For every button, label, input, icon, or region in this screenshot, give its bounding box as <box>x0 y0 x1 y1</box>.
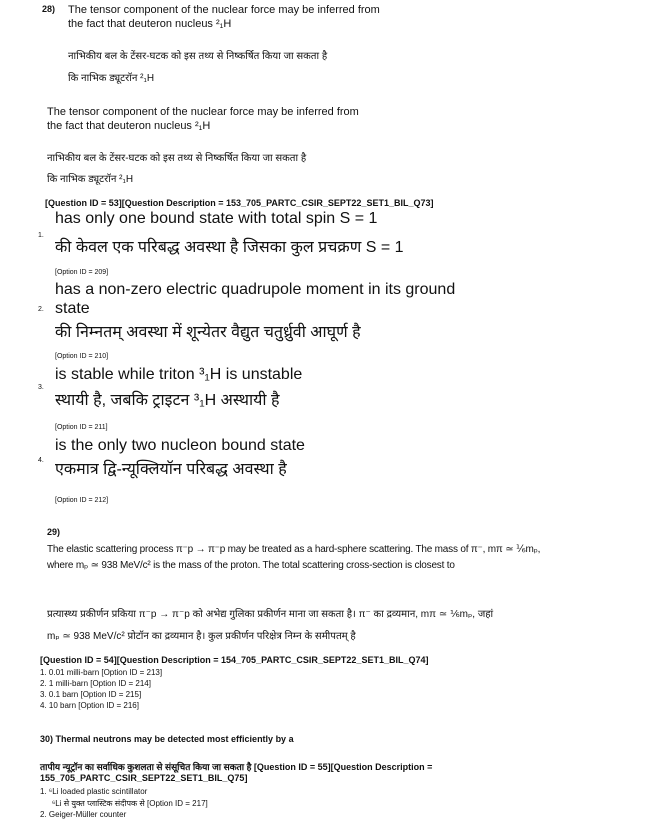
q28-option4-id: [Option ID = 212] <box>55 497 109 504</box>
q28-option2-id: [Option ID = 210] <box>55 353 109 360</box>
q28-option4-en: is the only two nucleon bound state <box>55 437 305 454</box>
question-number-28: 28) <box>42 4 56 14</box>
q29-option4: 4. 10 barn [Option ID = 216] <box>40 701 139 710</box>
q30-hi-meta-line2: 155_705_PARTC_CSIR_SEPT22_SET1_BIL_Q75] <box>40 773 248 783</box>
q29-hi-line2: mₚ ≃ 938 MeV/c² प्रोटॉन का द्रव्यमान है। कुल प्रकीर्णन परिक्षेत्र निम्न के समीपतम् है <box>47 631 356 642</box>
q28-option1-id: [Option ID = 209] <box>55 269 109 276</box>
q28-option1-num: 1. <box>38 232 44 239</box>
q28-option3-en: is stable while triton ³₁H is unstable <box>55 366 303 383</box>
q28-hi-line1: नाभिकीय बल के टेंसर-घटक को इस तथ्य से निष्कर्षित किया जा सकता है <box>68 51 328 62</box>
q29-en-line1: The elastic scattering process π⁻p → π⁻p may be treated as a hard-sphere scattering. The mass of π⁻, mπ ≃ ⅙mₚ, <box>47 544 541 555</box>
q30-option1-hi: ⁶Li से युक्त प्लास्टिक संदीपक से [Option ID = 217] <box>52 799 208 808</box>
q28-option4-hi: एकमात्र द्वि-न्यूक्लियॉन परिबद्ध अवस्था है <box>55 461 287 478</box>
q28-option1-hi: की केवल एक परिबद्ध अवस्था है जिसका कुल प्रचक्रण S = 1 <box>55 239 404 256</box>
q30-option1-en: 1. ⁶Li loaded plastic scintillator <box>40 787 148 796</box>
q28-option1-en: has only one bound state with total spin S = 1 <box>55 210 378 227</box>
q28-option3-num: 3. <box>38 384 44 391</box>
q30-en-line: 30) Thermal neutrons may be detected most efficiently by a <box>40 734 294 744</box>
q28-option2-num: 2. <box>38 306 44 313</box>
q28-hi2-line1: नाभिकीय बल के टेंसर-घटक को इस तथ्य से निष्कर्षित किया जा सकता है <box>47 153 307 164</box>
q28-en-line2: the fact that deuteron nucleus ²₁H <box>68 18 232 30</box>
q28-option2-en2: state <box>55 300 90 317</box>
q30-option2-en: 2. Geiger-Müller counter <box>40 810 127 819</box>
q29-meta: [Question ID = 54][Question Description = 154_705_PARTC_CSIR_SEPT22_SET1_BIL_Q74] <box>40 655 429 665</box>
q28-option2-en: has a non-zero electric quadrupole moment in its ground <box>55 281 456 298</box>
q28-option3-hi: स्थायी है, जबकि ट्राइटन ³₁H अस्थायी है <box>55 392 280 409</box>
q28-meta: [Question ID = 53][Question Description = 153_705_PARTC_CSIR_SEPT22_SET1_BIL_Q73] <box>45 198 434 208</box>
q28-en2-line2: the fact that deuteron nucleus ²₁H <box>47 120 211 132</box>
q29-en-line2: where mₚ ≃ 938 MeV/c² is the mass of the proton. The total scattering cross-section is closest to <box>47 560 455 571</box>
question-number-29: 29) <box>47 527 61 537</box>
q28-option2-hi: की निम्नतम् अवस्था में शून्येतर वैद्युत चतुर्ध्रुवी आघूर्ण है <box>55 324 361 341</box>
q28-option4-num: 4. <box>38 457 44 464</box>
q29-option1: 1. 0.01 milli-barn [Option ID = 213] <box>40 668 163 677</box>
q29-option2: 2. 1 milli-barn [Option ID = 214] <box>40 679 151 688</box>
q28-hi2-line2: कि नाभिक ड्यूटरॉन ²₁H <box>47 174 134 185</box>
q28-en-line1: The tensor component of the nuclear force may be inferred from <box>68 4 380 16</box>
q30-hi-meta-line1: तापीय न्यूट्रॉन का सर्वाधिक कुशलता से संसूचित किया जा सकता है [Question ID = 55][Question Description = <box>40 762 433 772</box>
q28-en2-line1: The tensor component of the nuclear force may be inferred from <box>47 106 359 118</box>
q29-hi-line1: प्रत्यास्थ्य प्रकीर्णन प्रकिया π⁻p → π⁻p को अभेद्य गुलिका प्रकीर्णन माना जा सकता है। π⁻ का द्रव्यमान, mπ ≃ ⅙mₚ, जहां <box>47 609 494 620</box>
q29-option3: 3. 0.1 barn [Option ID = 215] <box>40 690 142 699</box>
q28-option3-id: [Option ID = 211] <box>55 424 108 431</box>
q28-hi-line2: कि नाभिक ड्यूटरॉन ²₁H <box>68 73 155 84</box>
